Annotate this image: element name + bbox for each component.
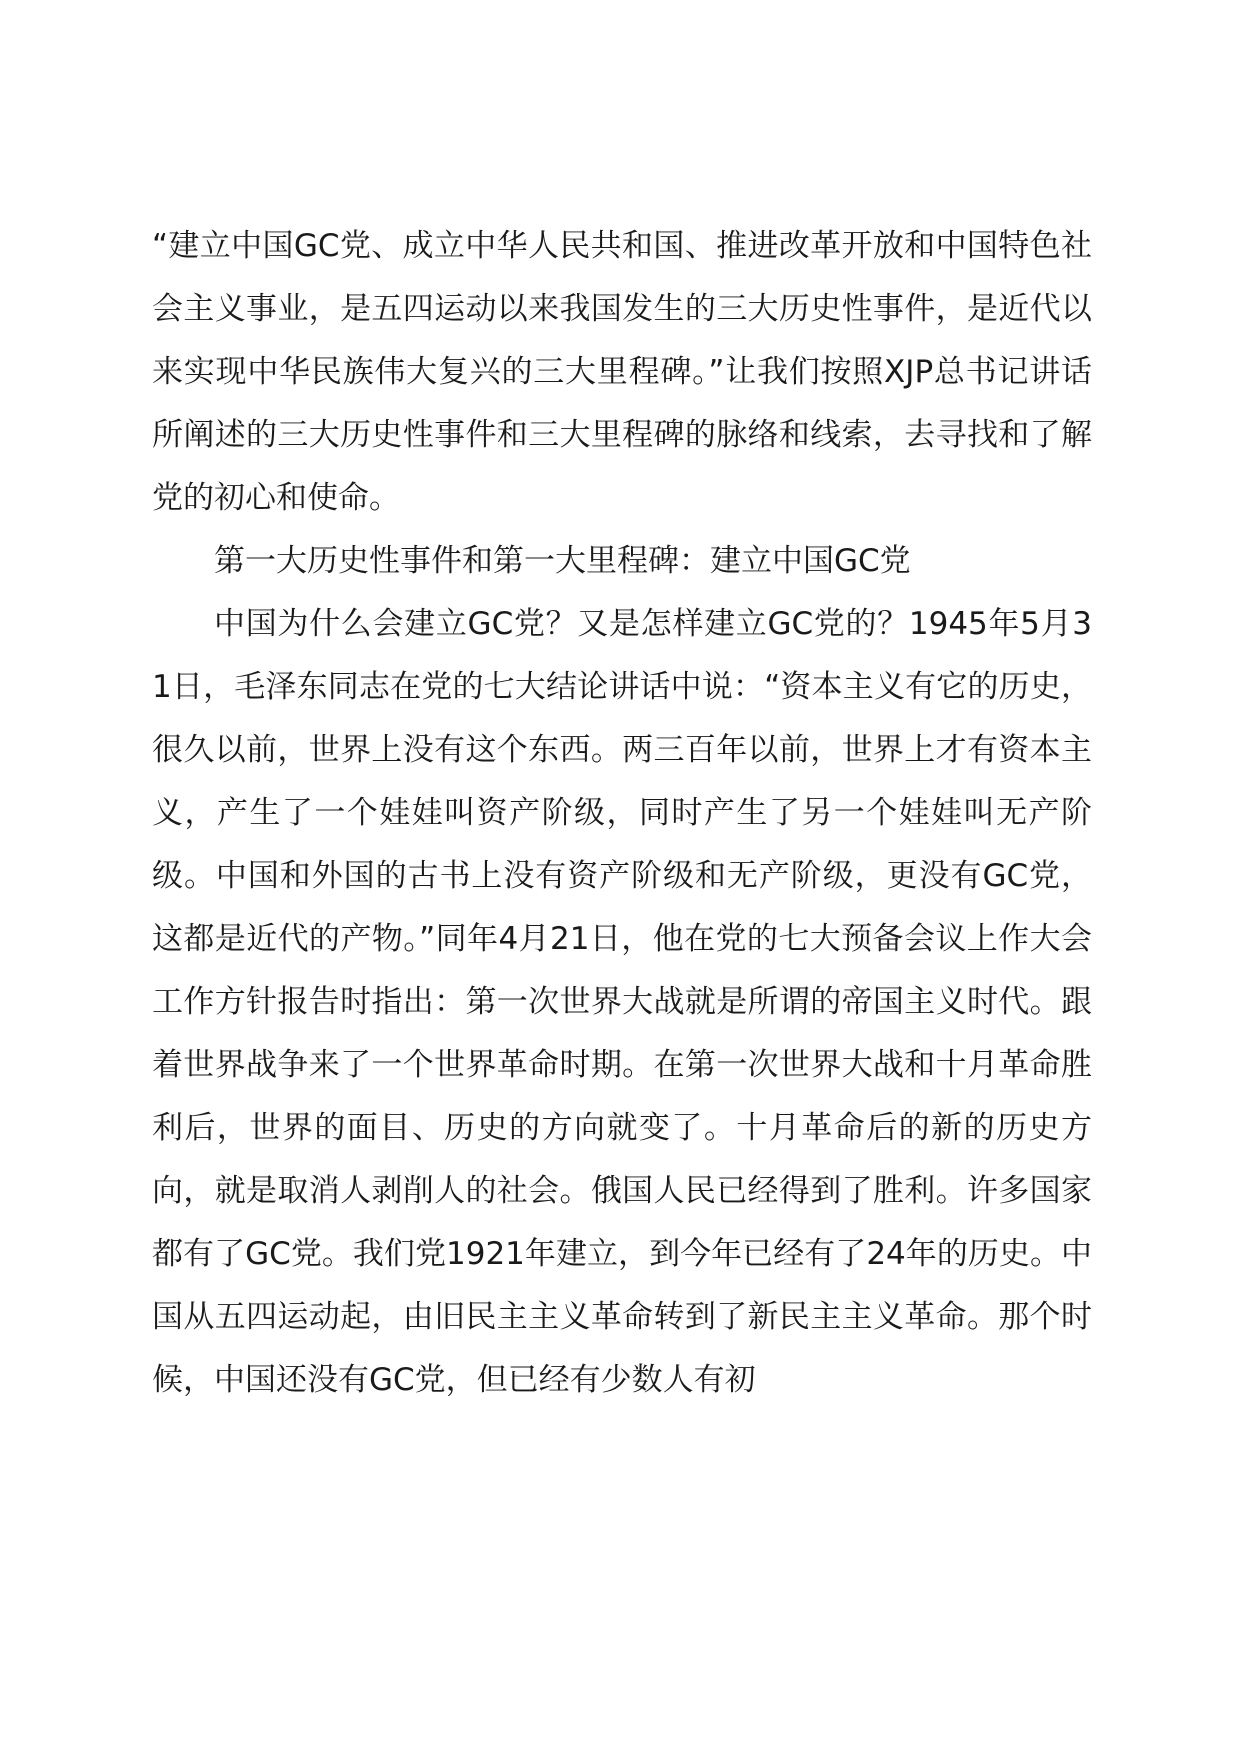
intro-paragraph: “建立中国GC党、成立中华人民共和国、推进改革开放和中国特色社会主义事业，是五四运动以来我国发生的三大历史性事件，是近代以来实现中华民族伟大复兴的三大里程碑。”让我们按照XJP总书记讲话所阐述的三大历史性事件和三大里程碑的脉络和线索，去寻找和了解党的初心和使命。 [152,228,1092,516]
document-body [152,215,1092,1412]
section-heading: 第一大历史性事件和第一大里程碑：建立中国GC党 [214,543,911,579]
body-paragraph: 中国为什么会建立GC党？又是怎样建立GC党的？1945年5月31日，毛泽东同志在党的七大结论讲话中说：“资本主义有它的历史，很久以前，世界上没有这个东西。两三百年以前，世界上才有资本主义，产生了一个娃娃叫资产阶级，同时产生了另一个娃娃叫无产阶级。中国和外国的古书上没有资产阶级和无产阶级，更没有GC党，这都是近代的产物。”同年4月21日，他在党的七大预备会议上作大会工作方针报告时指出：第一次世界大战就是所谓的帝国主义时代。跟着世界战争来了一个世界革命时期。在第一次世界大战和十月革命胜利后，世界的面目、历史的方向就变了。十月革命后的新的历史方向，就是取消人剥削人的社会。俄国人民已经得到了胜利。许多国家都有了GC党。我们党1921年建立，到今年已经有了24年的历史。中国从五四运动起，由旧民主主义革命转到了新民主主义革命。那个时候，中国还没有GC党，但已经有少数人有初 [152,606,1092,1398]
